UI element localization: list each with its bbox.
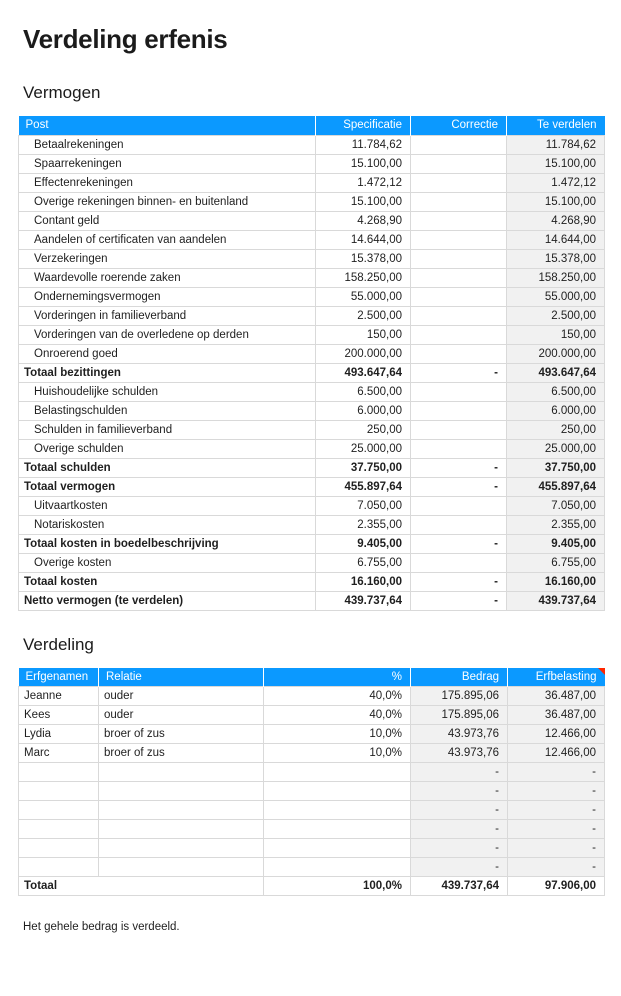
cell-te-verdelen: 15.378,00 [507, 249, 605, 268]
table-row [19, 268, 605, 287]
table-row [19, 534, 605, 553]
cell-bedrag: - [411, 782, 508, 801]
table-row [19, 553, 605, 572]
col-header-erfgenamen: Erfgenamen [19, 668, 99, 687]
cell-percentage: 40,0% [264, 687, 411, 706]
table-row [19, 725, 605, 744]
cell-correctie [411, 496, 507, 515]
vermogen-header-row [19, 116, 605, 135]
cell-specificatie: 6.755,00 [316, 553, 411, 572]
cell-correctie [411, 230, 507, 249]
table-row [19, 154, 605, 173]
table-row [19, 211, 605, 230]
cell-specificatie: 4.268,90 [316, 211, 411, 230]
table-row [19, 572, 605, 591]
cell-post: Effectenrekeningen [19, 173, 316, 192]
cell-specificatie: 15.100,00 [316, 154, 411, 173]
cell-post: Huishoudelijke schulden [19, 382, 316, 401]
cell-correctie [411, 439, 507, 458]
cell-specificatie: 2.355,00 [316, 515, 411, 534]
cell-relatie: ouder [99, 706, 264, 725]
cell-specificatie: 6.500,00 [316, 382, 411, 401]
cell-te-verdelen: 11.784,62 [507, 135, 605, 154]
cell-erfgenaam [19, 763, 99, 782]
cell-post: Overige kosten [19, 553, 316, 572]
cell-post: Totaal vermogen [19, 477, 316, 496]
cell-specificatie: 15.378,00 [316, 249, 411, 268]
cell-specificatie: 14.644,00 [316, 230, 411, 249]
cell-relatie [99, 820, 264, 839]
cell-erfbelasting: - [508, 839, 605, 858]
cell-te-verdelen: 455.897,64 [507, 477, 605, 496]
cell-erfbelasting: 12.466,00 [508, 744, 605, 763]
cell-te-verdelen: 4.268,90 [507, 211, 605, 230]
cell-specificatie: 55.000,00 [316, 287, 411, 306]
cell-bedrag: - [411, 801, 508, 820]
cell-erfbelasting: - [508, 801, 605, 820]
cell-correctie [411, 192, 507, 211]
cell-specificatie: 25.000,00 [316, 439, 411, 458]
table-row [19, 287, 605, 306]
table-row [19, 382, 605, 401]
table-row [19, 306, 605, 325]
document-page [0, 24, 621, 933]
cell-correctie [411, 401, 507, 420]
cell-percentage [264, 782, 411, 801]
cell-relatie [99, 839, 264, 858]
table-row [19, 858, 605, 877]
cell-specificatie: 1.472,12 [316, 173, 411, 192]
col-header-percentage: % [264, 668, 411, 687]
table-row [19, 458, 605, 477]
cell-te-verdelen: 6.500,00 [507, 382, 605, 401]
cell-te-verdelen: 15.100,00 [507, 154, 605, 173]
cell-erfbelasting: - [508, 820, 605, 839]
col-header-post: Post [19, 116, 316, 135]
cell-post: Overige rekeningen binnen- en buitenland [19, 192, 316, 211]
cell-specificatie: 493.647,64 [316, 363, 411, 382]
table-row [19, 401, 605, 420]
cell-percentage: 10,0% [264, 725, 411, 744]
cell-te-verdelen: 439.737,64 [507, 591, 605, 610]
table-row [19, 591, 605, 610]
cell-correctie [411, 249, 507, 268]
cell-te-verdelen: 55.000,00 [507, 287, 605, 306]
cell-correctie [411, 553, 507, 572]
table-row [19, 439, 605, 458]
cell-correctie [411, 154, 507, 173]
cell-post: Overige schulden [19, 439, 316, 458]
footer-note: Het gehele bedrag is verdeeld. [23, 921, 180, 933]
cell-specificatie: 6.000,00 [316, 401, 411, 420]
table-row [19, 325, 605, 344]
cell-bedrag: - [411, 763, 508, 782]
cell-te-verdelen: 1.472,12 [507, 173, 605, 192]
cell-post: Ondernemingsvermogen [19, 287, 316, 306]
cell-correctie: - [411, 477, 507, 496]
cell-post: Schulden in familieverband [19, 420, 316, 439]
cell-te-verdelen: 2.355,00 [507, 515, 605, 534]
page-title: Verdeling erfenis [23, 24, 228, 54]
cell-specificatie: 455.897,64 [316, 477, 411, 496]
cell-percentage [264, 820, 411, 839]
cell-correctie [411, 325, 507, 344]
cell-erfbelasting: 36.487,00 [508, 687, 605, 706]
cell-correctie [411, 173, 507, 192]
cell-post: Totaal kosten [19, 572, 316, 591]
table-row [19, 420, 605, 439]
cell-te-verdelen: 9.405,00 [507, 534, 605, 553]
section-verdeling-title: Verdeling [23, 634, 94, 654]
cell-bedrag: - [411, 839, 508, 858]
cell-te-verdelen: 2.500,00 [507, 306, 605, 325]
cell-erfbelasting: 36.487,00 [508, 706, 605, 725]
col-header-te-verdelen: Te verdelen [507, 116, 605, 135]
table-row [19, 782, 605, 801]
cell-correctie [411, 306, 507, 325]
cell-erfbelasting: - [508, 858, 605, 877]
table-row [19, 801, 605, 820]
cell-post: Vorderingen van de overledene op derden [19, 325, 316, 344]
cell-post: Spaarrekeningen [19, 154, 316, 173]
cell-specificatie: 16.160,00 [316, 572, 411, 591]
cell-te-verdelen: 16.160,00 [507, 572, 605, 591]
cell-relatie [99, 801, 264, 820]
table-row [19, 344, 605, 363]
table-row [19, 230, 605, 249]
table-row [19, 363, 605, 382]
table-row [19, 249, 605, 268]
cell-bedrag: 175.895,06 [411, 706, 508, 725]
cell-relatie: broer of zus [99, 744, 264, 763]
cell-post: Betaalrekeningen [19, 135, 316, 154]
cell-erfgenaam: Kees [19, 706, 99, 725]
cell-specificatie: 37.750,00 [316, 458, 411, 477]
cell-specificatie: 439.737,64 [316, 591, 411, 610]
cell-post: Contant geld [19, 211, 316, 230]
cell-te-verdelen: 6.755,00 [507, 553, 605, 572]
cell-correctie: - [411, 572, 507, 591]
cell-post: Uitvaartkosten [19, 496, 316, 515]
col-header-correctie: Correctie [411, 116, 507, 135]
table-row [19, 839, 605, 858]
cell-relatie: ouder [99, 687, 264, 706]
cell-percentage: 40,0% [264, 706, 411, 725]
cell-erfgenaam: Marc [19, 744, 99, 763]
cell-total-erfbelasting: 97.906,00 [508, 877, 605, 896]
cell-correctie [411, 211, 507, 230]
cell-erfbelasting: - [508, 763, 605, 782]
cell-te-verdelen: 6.000,00 [507, 401, 605, 420]
cell-total-label: Totaal [19, 877, 264, 896]
col-header-relatie: Relatie [99, 668, 264, 687]
cell-percentage [264, 763, 411, 782]
cell-correctie [411, 420, 507, 439]
cell-percentage [264, 801, 411, 820]
table-row [19, 744, 605, 763]
cell-te-verdelen: 200.000,00 [507, 344, 605, 363]
col-header-bedrag: Bedrag [411, 668, 508, 687]
cell-erfgenaam: Jeanne [19, 687, 99, 706]
cell-post: Verzekeringen [19, 249, 316, 268]
cell-specificatie: 158.250,00 [316, 268, 411, 287]
cell-specificatie: 200.000,00 [316, 344, 411, 363]
cell-post: Onroerend goed [19, 344, 316, 363]
cell-post: Notariskosten [19, 515, 316, 534]
verdeling-header-row [19, 668, 605, 687]
cell-erfbelasting: - [508, 782, 605, 801]
cell-erfbelasting: 12.466,00 [508, 725, 605, 744]
cell-specificatie: 250,00 [316, 420, 411, 439]
table-row [19, 192, 605, 211]
cell-correctie: - [411, 534, 507, 553]
cell-percentage [264, 839, 411, 858]
vermogen-table [18, 116, 605, 611]
cell-erfgenaam [19, 858, 99, 877]
table-row [19, 477, 605, 496]
cell-te-verdelen: 250,00 [507, 420, 605, 439]
cell-correctie [411, 515, 507, 534]
cell-specificatie: 2.500,00 [316, 306, 411, 325]
cell-post: Totaal bezittingen [19, 363, 316, 382]
cell-erfgenaam [19, 820, 99, 839]
cell-relatie: broer of zus [99, 725, 264, 744]
cell-correctie [411, 268, 507, 287]
cell-post: Aandelen of certificaten van aandelen [19, 230, 316, 249]
cell-relatie [99, 782, 264, 801]
cell-erfgenaam [19, 839, 99, 858]
cell-percentage [264, 858, 411, 877]
table-row [19, 687, 605, 706]
table-row [19, 135, 605, 154]
cell-correctie [411, 287, 507, 306]
cell-erfgenaam: Lydia [19, 725, 99, 744]
cell-specificatie: 15.100,00 [316, 192, 411, 211]
cell-te-verdelen: 493.647,64 [507, 363, 605, 382]
table-row [19, 515, 605, 534]
cell-te-verdelen: 150,00 [507, 325, 605, 344]
cell-te-verdelen: 25.000,00 [507, 439, 605, 458]
cell-total-bedrag: 439.737,64 [411, 877, 508, 896]
cell-relatie [99, 858, 264, 877]
cell-te-verdelen: 14.644,00 [507, 230, 605, 249]
cell-post: Belastingschulden [19, 401, 316, 420]
table-row [19, 496, 605, 515]
cell-erfgenaam [19, 801, 99, 820]
section-vermogen-title: Vermogen [23, 83, 101, 102]
verdeling-table [18, 668, 605, 897]
cell-relatie [99, 763, 264, 782]
cell-te-verdelen: 158.250,00 [507, 268, 605, 287]
cell-specificatie: 11.784,62 [316, 135, 411, 154]
cell-percentage: 10,0% [264, 744, 411, 763]
col-header-erfbelasting: Erfbelasting [508, 668, 605, 687]
cell-total-percentage: 100,0% [264, 877, 411, 896]
cell-bedrag: - [411, 820, 508, 839]
cell-specificatie: 150,00 [316, 325, 411, 344]
cell-bedrag: 175.895,06 [411, 687, 508, 706]
cell-post: Vorderingen in familieverband [19, 306, 316, 325]
cell-te-verdelen: 7.050,00 [507, 496, 605, 515]
cell-correctie [411, 382, 507, 401]
cell-post: Totaal schulden [19, 458, 316, 477]
cell-te-verdelen: 37.750,00 [507, 458, 605, 477]
cell-bedrag: - [411, 858, 508, 877]
comment-marker-icon[interactable] [598, 668, 605, 675]
cell-correctie: - [411, 591, 507, 610]
table-row [19, 173, 605, 192]
cell-correctie [411, 344, 507, 363]
verdeling-total-row [19, 877, 605, 896]
cell-bedrag: 43.973,76 [411, 744, 508, 763]
cell-post: Netto vermogen (te verdelen) [19, 591, 316, 610]
cell-correctie: - [411, 363, 507, 382]
table-row [19, 820, 605, 839]
cell-te-verdelen: 15.100,00 [507, 192, 605, 211]
cell-specificatie: 9.405,00 [316, 534, 411, 553]
cell-correctie [411, 135, 507, 154]
cell-specificatie: 7.050,00 [316, 496, 411, 515]
cell-bedrag: 43.973,76 [411, 725, 508, 744]
col-header-specificatie: Specificatie [316, 116, 411, 135]
cell-post: Totaal kosten in boedelbeschrijving [19, 534, 316, 553]
table-row [19, 706, 605, 725]
table-row [19, 763, 605, 782]
cell-erfgenaam [19, 782, 99, 801]
cell-post: Waardevolle roerende zaken [19, 268, 316, 287]
cell-correctie: - [411, 458, 507, 477]
